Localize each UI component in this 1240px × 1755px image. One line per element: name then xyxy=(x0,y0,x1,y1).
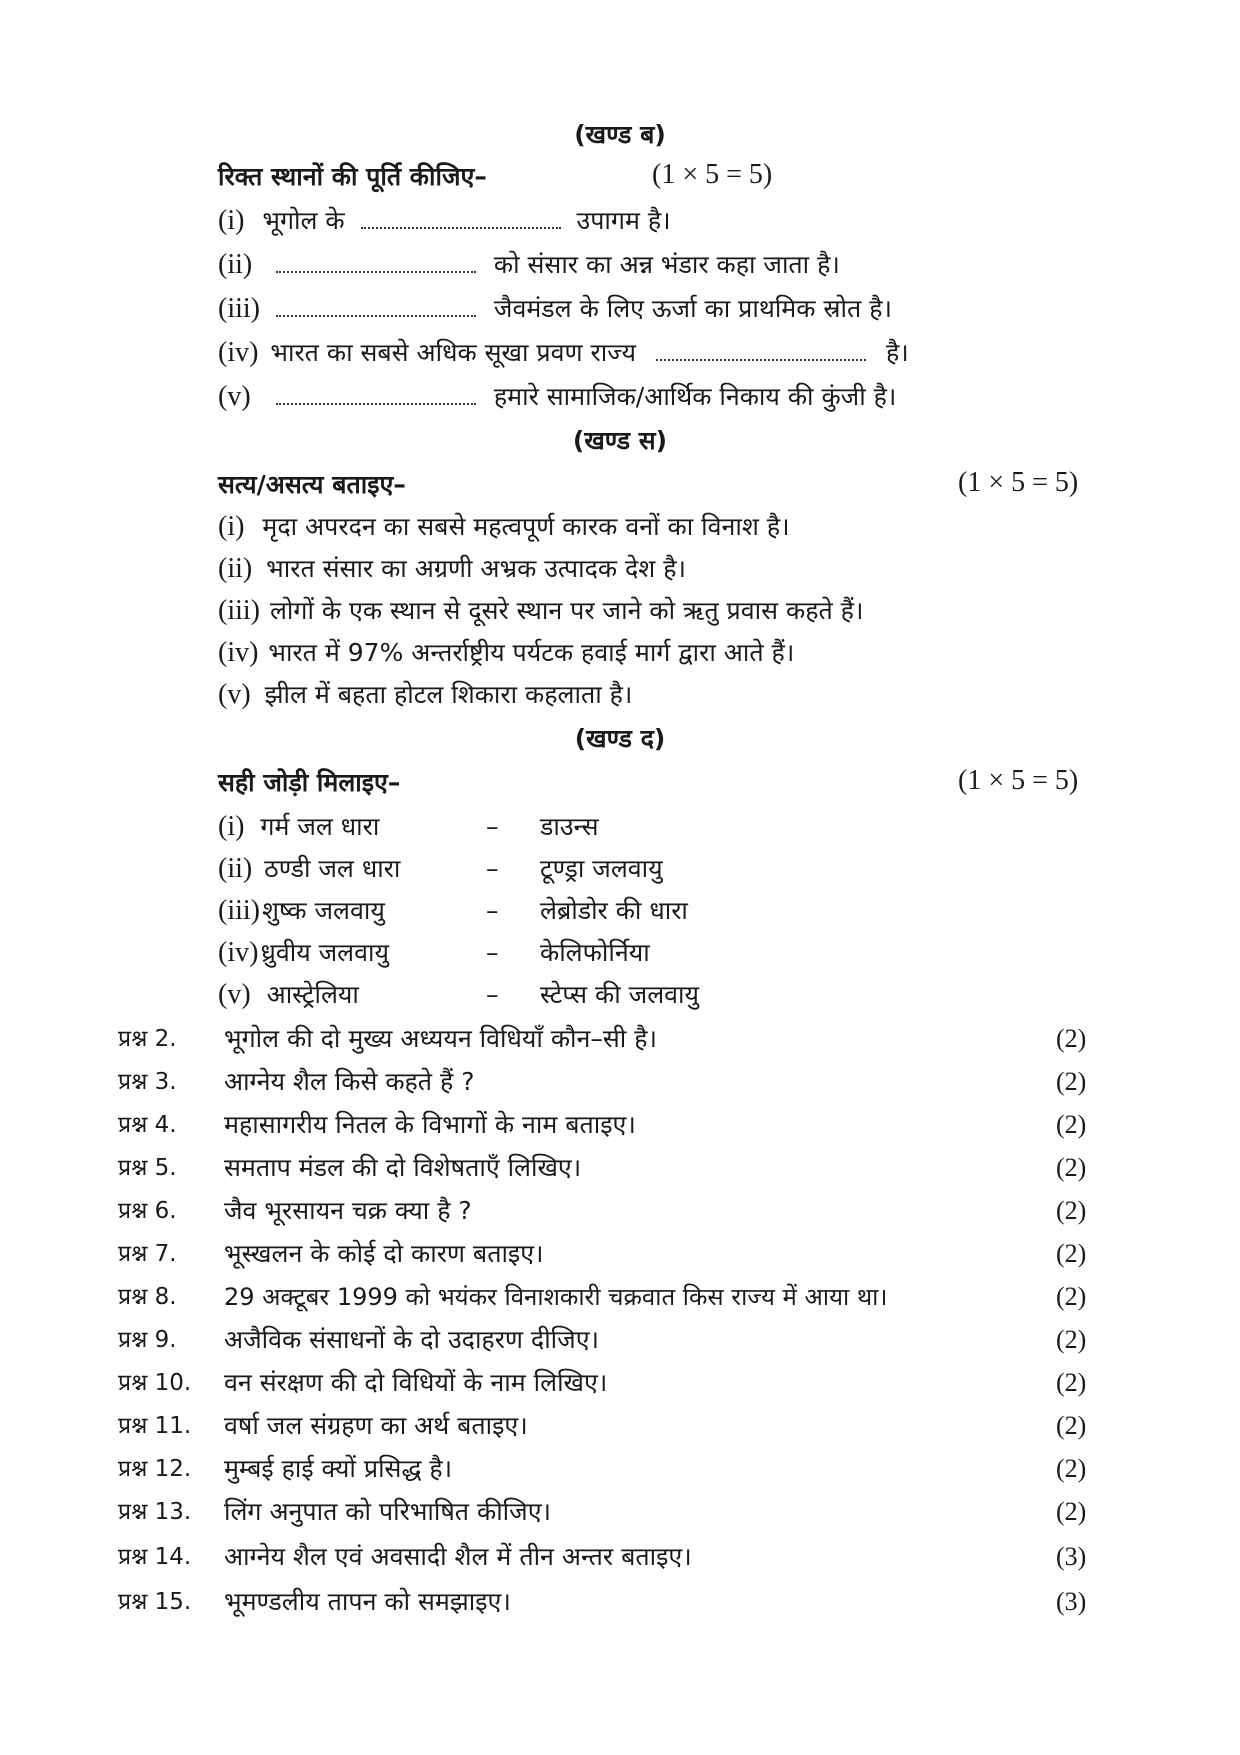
question-label: प्रश्न 12. xyxy=(118,1456,192,1482)
fill-blank-item xyxy=(218,292,892,326)
question-label: प्रश्न 15. xyxy=(118,1589,192,1615)
true-false-item xyxy=(218,678,632,712)
section-c-title: (खण्ड स) xyxy=(572,426,668,455)
item-number: (v) xyxy=(218,679,251,710)
pair-dash: – xyxy=(486,854,499,883)
pair-left-text: ध्रुवीय जलवायु xyxy=(260,938,390,967)
blank-line xyxy=(276,295,476,317)
question-text: भूमण्डलीय तापन को समझाइए। xyxy=(224,1587,511,1616)
question-marks: (3) xyxy=(1056,1542,1087,1571)
question-marks: (2) xyxy=(1056,1067,1087,1096)
question-marks: (2) xyxy=(1056,1024,1087,1053)
item-number: (iv) xyxy=(218,937,259,968)
question-text: भूगोल की दो मुख्य अध्ययन विधियाँ कौन–सी है। xyxy=(224,1024,657,1053)
pair-right: लेब्रोडोर की धारा xyxy=(540,896,688,925)
question-text: मुम्बई हाई क्यों प्रसिद्ध है। xyxy=(224,1454,453,1483)
item-number: (v) xyxy=(218,381,251,412)
blank-line xyxy=(276,251,476,273)
item-text: झील में बहता होटल शिकारा कहलाता है। xyxy=(264,680,633,709)
question-label: प्रश्न 11. xyxy=(118,1413,192,1439)
question-label: प्रश्न 3. xyxy=(118,1069,177,1095)
blank-line xyxy=(361,207,561,229)
section-c-marks: (1 × 5 = 5) xyxy=(958,467,1079,498)
question-marks: (2) xyxy=(1056,1454,1087,1483)
pair-left xyxy=(218,810,379,844)
item-number: (iii) xyxy=(218,895,260,926)
pair-left-text: गर्म जल धारा xyxy=(260,812,380,841)
pair-dash: – xyxy=(486,980,499,1009)
question-text: अजैविक संसाधनों के दो उदाहरण दीजिए। xyxy=(224,1325,600,1354)
question-text: वर्षा जल संग्रहण का अर्थ बताइए। xyxy=(224,1411,528,1440)
item-text: लोगों के एक स्थान से दूसरे स्थान पर जाने को ऋतु प्रवास कहते हैं। xyxy=(269,596,864,625)
item-number: (ii) xyxy=(218,249,253,280)
pair-dash: – xyxy=(486,896,499,925)
pair-right: टूण्ड्रा जलवायु xyxy=(540,854,663,883)
question-text: वन संरक्षण की दो विधियों के नाम लिखिए। xyxy=(224,1368,608,1397)
pair-left-text: ठण्डी जल धारा xyxy=(264,854,401,883)
question-text: महासागरीय नितल के विभागों के नाम बताइए। xyxy=(224,1110,636,1139)
pair-left-text: शुष्क जलवायु xyxy=(262,896,385,925)
question-text: समताप मंडल की दो विशेषताएँ लिखिए। xyxy=(224,1153,582,1182)
question-label: प्रश्न 13. xyxy=(118,1499,192,1525)
question-text: जैव भूरसायन चक्र क्या है ? xyxy=(224,1196,472,1225)
question-marks: (2) xyxy=(1056,1153,1087,1182)
section-d-marks: (1 × 5 = 5) xyxy=(958,765,1079,796)
item-number: (iii) xyxy=(218,293,260,324)
pair-right: डाउन्स xyxy=(540,812,599,841)
question-label: प्रश्न 5. xyxy=(118,1155,177,1181)
item-text: भारत में 97% अन्तर्राष्ट्रीय पर्यटक हवाई मार्ग द्वारा आते हैं। xyxy=(268,638,795,667)
section-b-title: (खण्ड ब) xyxy=(574,120,666,149)
true-false-item xyxy=(218,552,686,586)
blank-line xyxy=(656,339,866,361)
question-label: प्रश्न 10. xyxy=(118,1370,192,1396)
section-d-instruction: सही जोड़ी मिलाइए– xyxy=(218,768,401,797)
item-number: (iii) xyxy=(218,595,260,626)
question-marks: (2) xyxy=(1056,1325,1087,1354)
question-label: प्रश्न 7. xyxy=(118,1241,177,1267)
question-label: प्रश्न 2. xyxy=(118,1026,177,1052)
question-label: प्रश्न 4. xyxy=(118,1112,177,1138)
question-text: आग्नेय शैल एवं अवसादी शैल में तीन अन्तर बताइए। xyxy=(224,1542,692,1571)
item-text-after: जैवमंडल के लिए ऊर्जा का प्राथमिक स्रोत है। xyxy=(493,294,892,323)
item-text-before: भूगोल के xyxy=(262,206,345,235)
pair-dash: – xyxy=(486,812,499,841)
question-label: प्रश्न 9. xyxy=(118,1327,177,1353)
fill-blank-item xyxy=(218,248,840,282)
pair-right: स्टेप्स की जलवायु xyxy=(540,980,700,1009)
item-text-after: हमारे सामाजिक/आर्थिक निकाय की कुंजी है। xyxy=(493,382,897,411)
blank-line xyxy=(276,383,476,405)
question-marks: (3) xyxy=(1056,1587,1087,1616)
section-d-title: (खण्ड द) xyxy=(574,724,666,753)
question-text: आग्नेय शैल किसे कहते हैं ? xyxy=(224,1067,475,1096)
question-marks: (2) xyxy=(1056,1196,1087,1225)
item-number: (iv) xyxy=(218,637,259,668)
pair-left xyxy=(218,894,385,928)
item-number: (i) xyxy=(218,205,245,236)
fill-blank-item xyxy=(218,336,909,370)
pair-left xyxy=(218,852,400,886)
question-marks: (2) xyxy=(1056,1110,1087,1139)
section-c-instruction: सत्य/असत्य बताइए– xyxy=(218,470,406,499)
pair-left xyxy=(218,936,389,970)
fill-blank-item xyxy=(218,380,896,414)
item-text-after: को संसार का अन्न भंडार कहा जाता है। xyxy=(493,250,840,279)
question-marks: (2) xyxy=(1056,1282,1087,1311)
question-label: प्रश्न 8. xyxy=(118,1284,177,1310)
question-marks: (2) xyxy=(1056,1411,1087,1440)
item-text: भारत संसार का अग्रणी अभ्रक उत्पादक देश है। xyxy=(266,554,687,583)
pair-left xyxy=(218,978,359,1012)
section-b-marks: (1 × 5 = 5) xyxy=(652,159,773,190)
true-false-item xyxy=(218,510,790,544)
question-text: 29 अक्टूबर 1999 को भयंकर विनाशकारी चक्रवात किस राज्य में आया था। xyxy=(224,1283,888,1311)
true-false-item xyxy=(218,594,863,628)
item-number: (iv) xyxy=(218,337,259,368)
question-label: प्रश्न 14. xyxy=(118,1544,192,1570)
item-number: (ii) xyxy=(218,553,253,584)
question-text: लिंग अनुपात को परिभाषित कीजिए। xyxy=(224,1497,551,1526)
item-number: (v) xyxy=(218,979,251,1010)
fill-blank-item xyxy=(218,204,671,238)
item-number: (ii) xyxy=(218,853,253,884)
item-text-after: उपागम है। xyxy=(576,206,671,235)
item-number: (i) xyxy=(218,511,245,542)
item-text-before: भारत का सबसे अधिक सूखा प्रवण राज्य xyxy=(270,338,637,367)
true-false-item xyxy=(218,636,794,670)
item-text-after: है। xyxy=(885,338,909,367)
question-marks: (2) xyxy=(1056,1368,1087,1397)
question-marks: (2) xyxy=(1056,1239,1087,1268)
section-b-instruction: रिक्त स्थानों की पूर्ति कीजिए– xyxy=(218,162,487,191)
item-number: (i) xyxy=(218,811,245,842)
question-label: प्रश्न 6. xyxy=(118,1198,177,1224)
item-text: मृदा अपरदन का सबसे महत्वपूर्ण कारक वनों का विनाश है। xyxy=(262,512,790,541)
question-text: भूस्खलन के कोई दो कारण बताइए। xyxy=(224,1239,544,1268)
pair-dash: – xyxy=(486,938,499,967)
pair-left-text: आस्ट्रेलिया xyxy=(266,980,359,1009)
pair-right: केलिफोर्निया xyxy=(540,938,650,967)
question-marks: (2) xyxy=(1056,1497,1087,1526)
